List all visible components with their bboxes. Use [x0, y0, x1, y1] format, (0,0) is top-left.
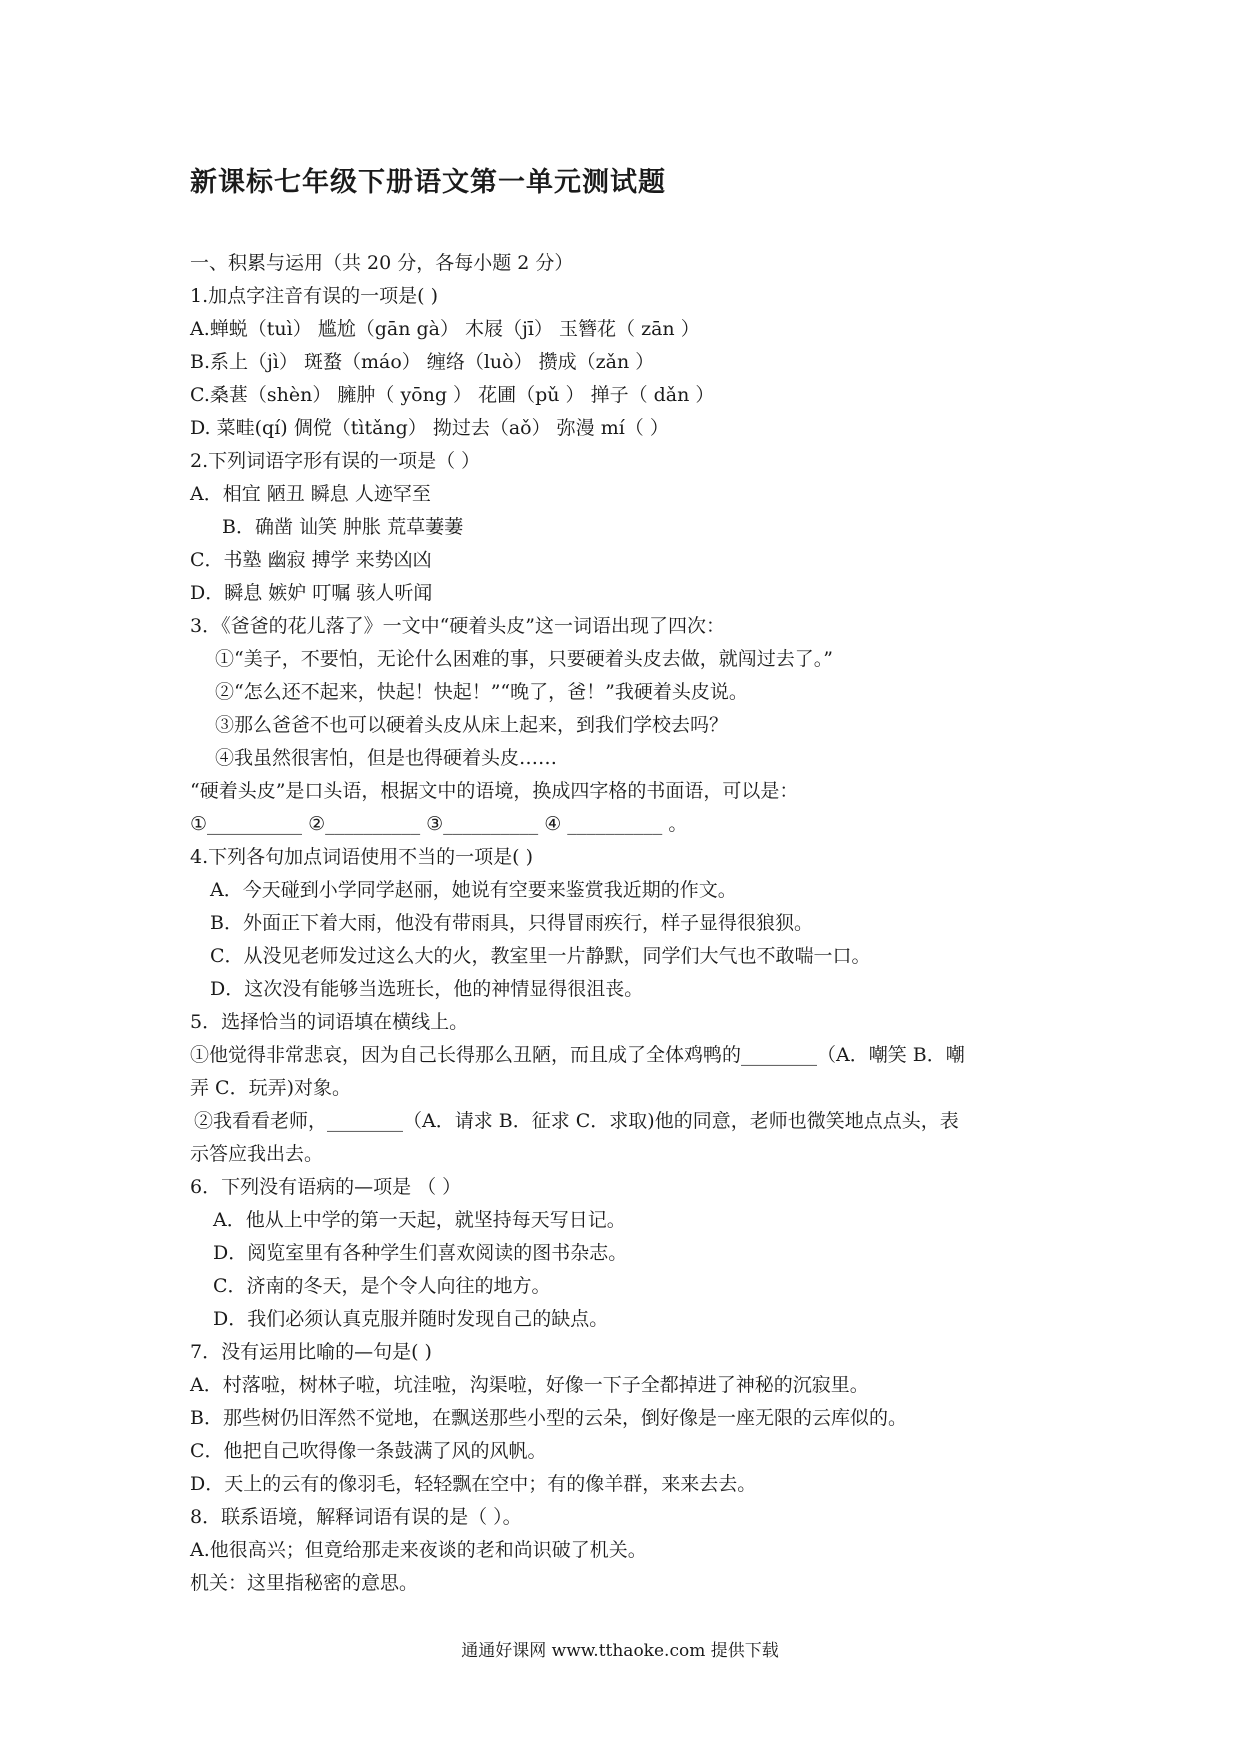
question-2: 2.下列词语字形有误的一项是（ ）	[190, 450, 481, 472]
q4-option-d: D．这次没有能够当选班长，他的神情显得很沮丧。	[210, 978, 644, 1000]
footer-credit: 通通好课网 www.tthaoke.com 提供下载	[461, 1641, 779, 1661]
q3-quote-4: ④我虽然很害怕，但是也得硬着头皮……	[215, 747, 558, 769]
q1-option-c: C.桑葚（shèn） 臃肿（ yōng ） 花圃（pǔ ） 掸子（ dǎn ）	[190, 384, 715, 406]
q6-option-a: A．他从上中学的第一天起，就坚持每天写日记。	[213, 1209, 626, 1231]
q1-option-a: A.蝉蜕（tuì） 尴尬（gān gà） 木屐（jī） 玉簪花（ zān ）	[190, 318, 700, 340]
q2-option-a: A．相宜 陋丑 瞬息 人迹罕至	[190, 483, 431, 505]
q8-explanation: 机关：这里指秘密的意思。	[190, 1572, 419, 1594]
page-title: 新课标七年级下册语文第一单元测试题	[190, 167, 666, 198]
q4-option-c: C．从没见老师发过这么大的火，教室里一片静默，同学们大气也不敢喘一口。	[210, 945, 871, 967]
q5-item-2-line-1: ②我看看老师，________（A．请求 B．征求 C．求取)他的同意，老师也微笑地点点头，表	[194, 1110, 959, 1132]
q6-option-c: C．济南的冬天，是个令人向往的地方。	[213, 1275, 551, 1297]
q2-option-b: B．确凿 讪笑 肿胀 荒草萋萋	[222, 516, 464, 538]
q3-instruction: “硬着头皮”是口头语，根据文中的语境，换成四字格的书面语，可以是：	[190, 780, 799, 802]
q4-option-a: A．今天碰到小学同学赵丽，她说有空要来鉴赏我近期的作文。	[210, 879, 737, 901]
q3-answer-blanks: ①__________ ②__________ ③__________ ④ __________ 。	[190, 813, 688, 835]
q7-option-b: B．那些树仍旧浑然不觉地，在飘送那些小型的云朵，倒好像是一座无限的云库似的。	[190, 1407, 907, 1429]
question-5: 5．选择恰当的词语填在横线上。	[190, 1011, 469, 1033]
q1-option-d: D. 菜畦(qí) 倜傥（tìtǎng） 拗过去（aǒ） 弥漫 mí（ ）	[190, 417, 669, 439]
q6-option-d: D．我们必须认真克服并随时发现自己的缺点。	[213, 1308, 609, 1330]
question-3: 3．《爸爸的花儿落了》一文中“硬着头皮”这一词语出现了四次：	[190, 615, 726, 637]
q7-option-d: D．天上的云有的像羽毛，轻轻飘在空中；有的像羊群，来来去去。	[190, 1473, 757, 1495]
q4-option-b: B．外面正下着大雨，他没有带雨具，只得冒雨疾行，样子显得很狼狈。	[210, 912, 813, 934]
q6-option-b: D．阅览室里有各种学生们喜欢阅读的图书杂志。	[213, 1242, 628, 1264]
q3-quote-3: ③那么爸爸不也可以硬着头皮从床上起来，到我们学校去吗？	[215, 714, 729, 736]
q7-option-c: C．他把自己吹得像一条鼓满了风的风帆。	[190, 1440, 547, 1462]
q3-quote-1: ①“美子，不要怕，无论什么困难的事，只要硬着头皮去做，就闯过去了。”	[215, 648, 833, 670]
question-1: 1.加点字注音有误的一项是( )	[190, 285, 438, 307]
q2-option-d: D．瞬息 嫉妒 叮嘱 骇人听闻	[190, 582, 433, 604]
q5-item-1-line-2: 弄 C．玩弄)对象。	[190, 1077, 351, 1099]
q1-option-b: B.系上（jì） 斑蝥（máo） 缠络（luò） 攒成（zǎn ）	[190, 351, 655, 373]
q2-option-c: C．书塾 幽寂 搏学 来势凶凶	[190, 549, 432, 571]
question-6: 6．下列没有语病的—项是 （ ）	[190, 1176, 462, 1198]
section-heading: 一、积累与运用（共 20 分，各每小题 2 分）	[190, 252, 574, 274]
q5-item-2-line-2: 示答应我出去。	[190, 1143, 324, 1165]
question-7: 7．没有运用比喻的—句是( )	[190, 1341, 432, 1363]
q5-item-1-line-1: ①他觉得非常悲哀，因为自己长得那么丑陋，而且成了全体鸡鸭的________（A．嘲笑 B．嘲	[190, 1044, 965, 1066]
q3-quote-2: ②“怎么还不起来，快起！快起！”“晚了，爸！”我硬着头皮说。	[215, 681, 748, 703]
q7-option-a: A．村落啦，树林子啦，坑洼啦，沟渠啦，好像一下子全都掉进了神秘的沉寂里。	[190, 1374, 869, 1396]
question-8: 8．联系语境，解释词语有误的是（ ）。	[190, 1506, 522, 1528]
q8-option-a: A.他很高兴；但竟给那走来夜谈的老和尚识破了机关。	[190, 1539, 647, 1561]
question-4: 4.下列各句加点词语使用不当的一项是( )	[190, 846, 533, 868]
